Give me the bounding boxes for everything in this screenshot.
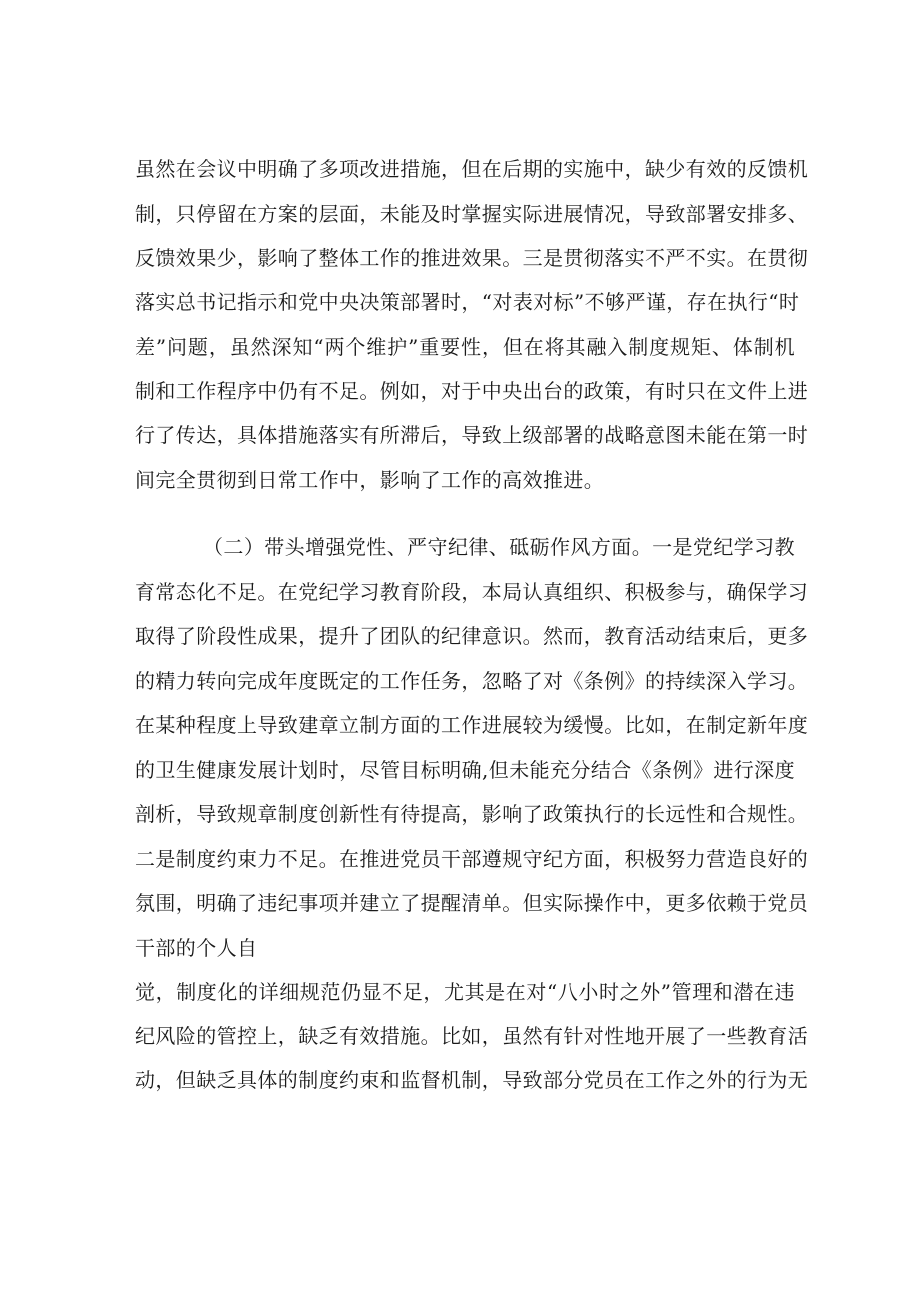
paragraph-2-line-6: 的卫生健康发展计划时，尽管目标明确,但未能充分结合《条例》进行深度 xyxy=(135,758,795,782)
paragraph-1-line-5: 差”问题，虽然深知“两个维护”重要性，但在将其融入制度规矩、体制机 xyxy=(135,335,795,359)
paragraph-3-line-2: 纪风险的管控上，缺乏有效措施。比如，虽然有针对性地开展了一些教育活 xyxy=(135,1024,809,1048)
paragraph-1-line-7: 行了传达，具体措施落实有所滞后，导致上级部署的战略意图未能在第一时 xyxy=(135,423,809,447)
paragraph-3-line-1: 觉，制度化的详细规范仍显不足，尤其是在对“八小时之外”管理和潜在违 xyxy=(135,980,795,1004)
paragraph-1-line-1: 虽然在会议中明确了多项改进措施，但在后期的实施中，缺少有效的反馈机 xyxy=(135,157,809,181)
paragraph-2-line-4: 的精力转向完成年度既定的工作任务，忽略了对《条例》的持续深入学习。 xyxy=(135,669,809,693)
paragraph-1-line-2: 制，只停留在方案的层面，未能及时掌握实际进展情况，导致部署安排多、 xyxy=(135,202,809,226)
paragraph-1-line-3: 反馈效果少，影响了整体工作的推进效果。三是贯彻落实不严不实。在贯彻 xyxy=(135,246,809,270)
paragraph-2-line-7: 剖析，导致规章制度创新性有待提高，影响了政策执行的长远性和合规性。 xyxy=(135,802,809,826)
paragraph-1-line-6: 制和工作程序中仍有不足。例如，对于中央出台的政策，有时只在文件上进 xyxy=(135,379,809,403)
paragraph-1-line-4: 落实总书记指示和党中央决策部署时，“对表对标”不够严谨，存在执行“时 xyxy=(135,290,800,314)
paragraph-2-line-8: 二是制度约束力不足。在推进党员干部遵规守纪方面，积极努力营造良好的 xyxy=(135,847,809,871)
paragraph-2-line-10: 干部的个人自 xyxy=(135,936,258,960)
paragraph-2-line-5: 在某种程度上导致建章立制方面的工作进展较为缓慢。比如，在制定新年度 xyxy=(135,713,809,737)
paragraph-2-line-2: 育常态化不足。在党纪学习教育阶段，本局认真组织、积极参与，确保学习 xyxy=(135,580,809,604)
paragraph-1-line-8: 间完全贯彻到日常工作中，影响了工作的高效推进。 xyxy=(135,468,605,492)
paragraph-2-line-1: （二）带头增强党性、严守纪律、砥砺作风方面。一是党纪学习教 xyxy=(203,535,795,559)
paragraph-2-line-9: 氛围，明确了违纪事项并建立了提醒清单。但实际操作中，更多依赖于党员 xyxy=(135,891,809,915)
paragraph-3-line-3: 动，但缺乏具体的制度约束和监督机制，导致部分党员在工作之外的行为无 xyxy=(135,1068,809,1092)
paragraph-2-line-3: 取得了阶段性成果，提升了团队的纪律意识。然而，教育活动结束后，更多 xyxy=(135,624,809,648)
